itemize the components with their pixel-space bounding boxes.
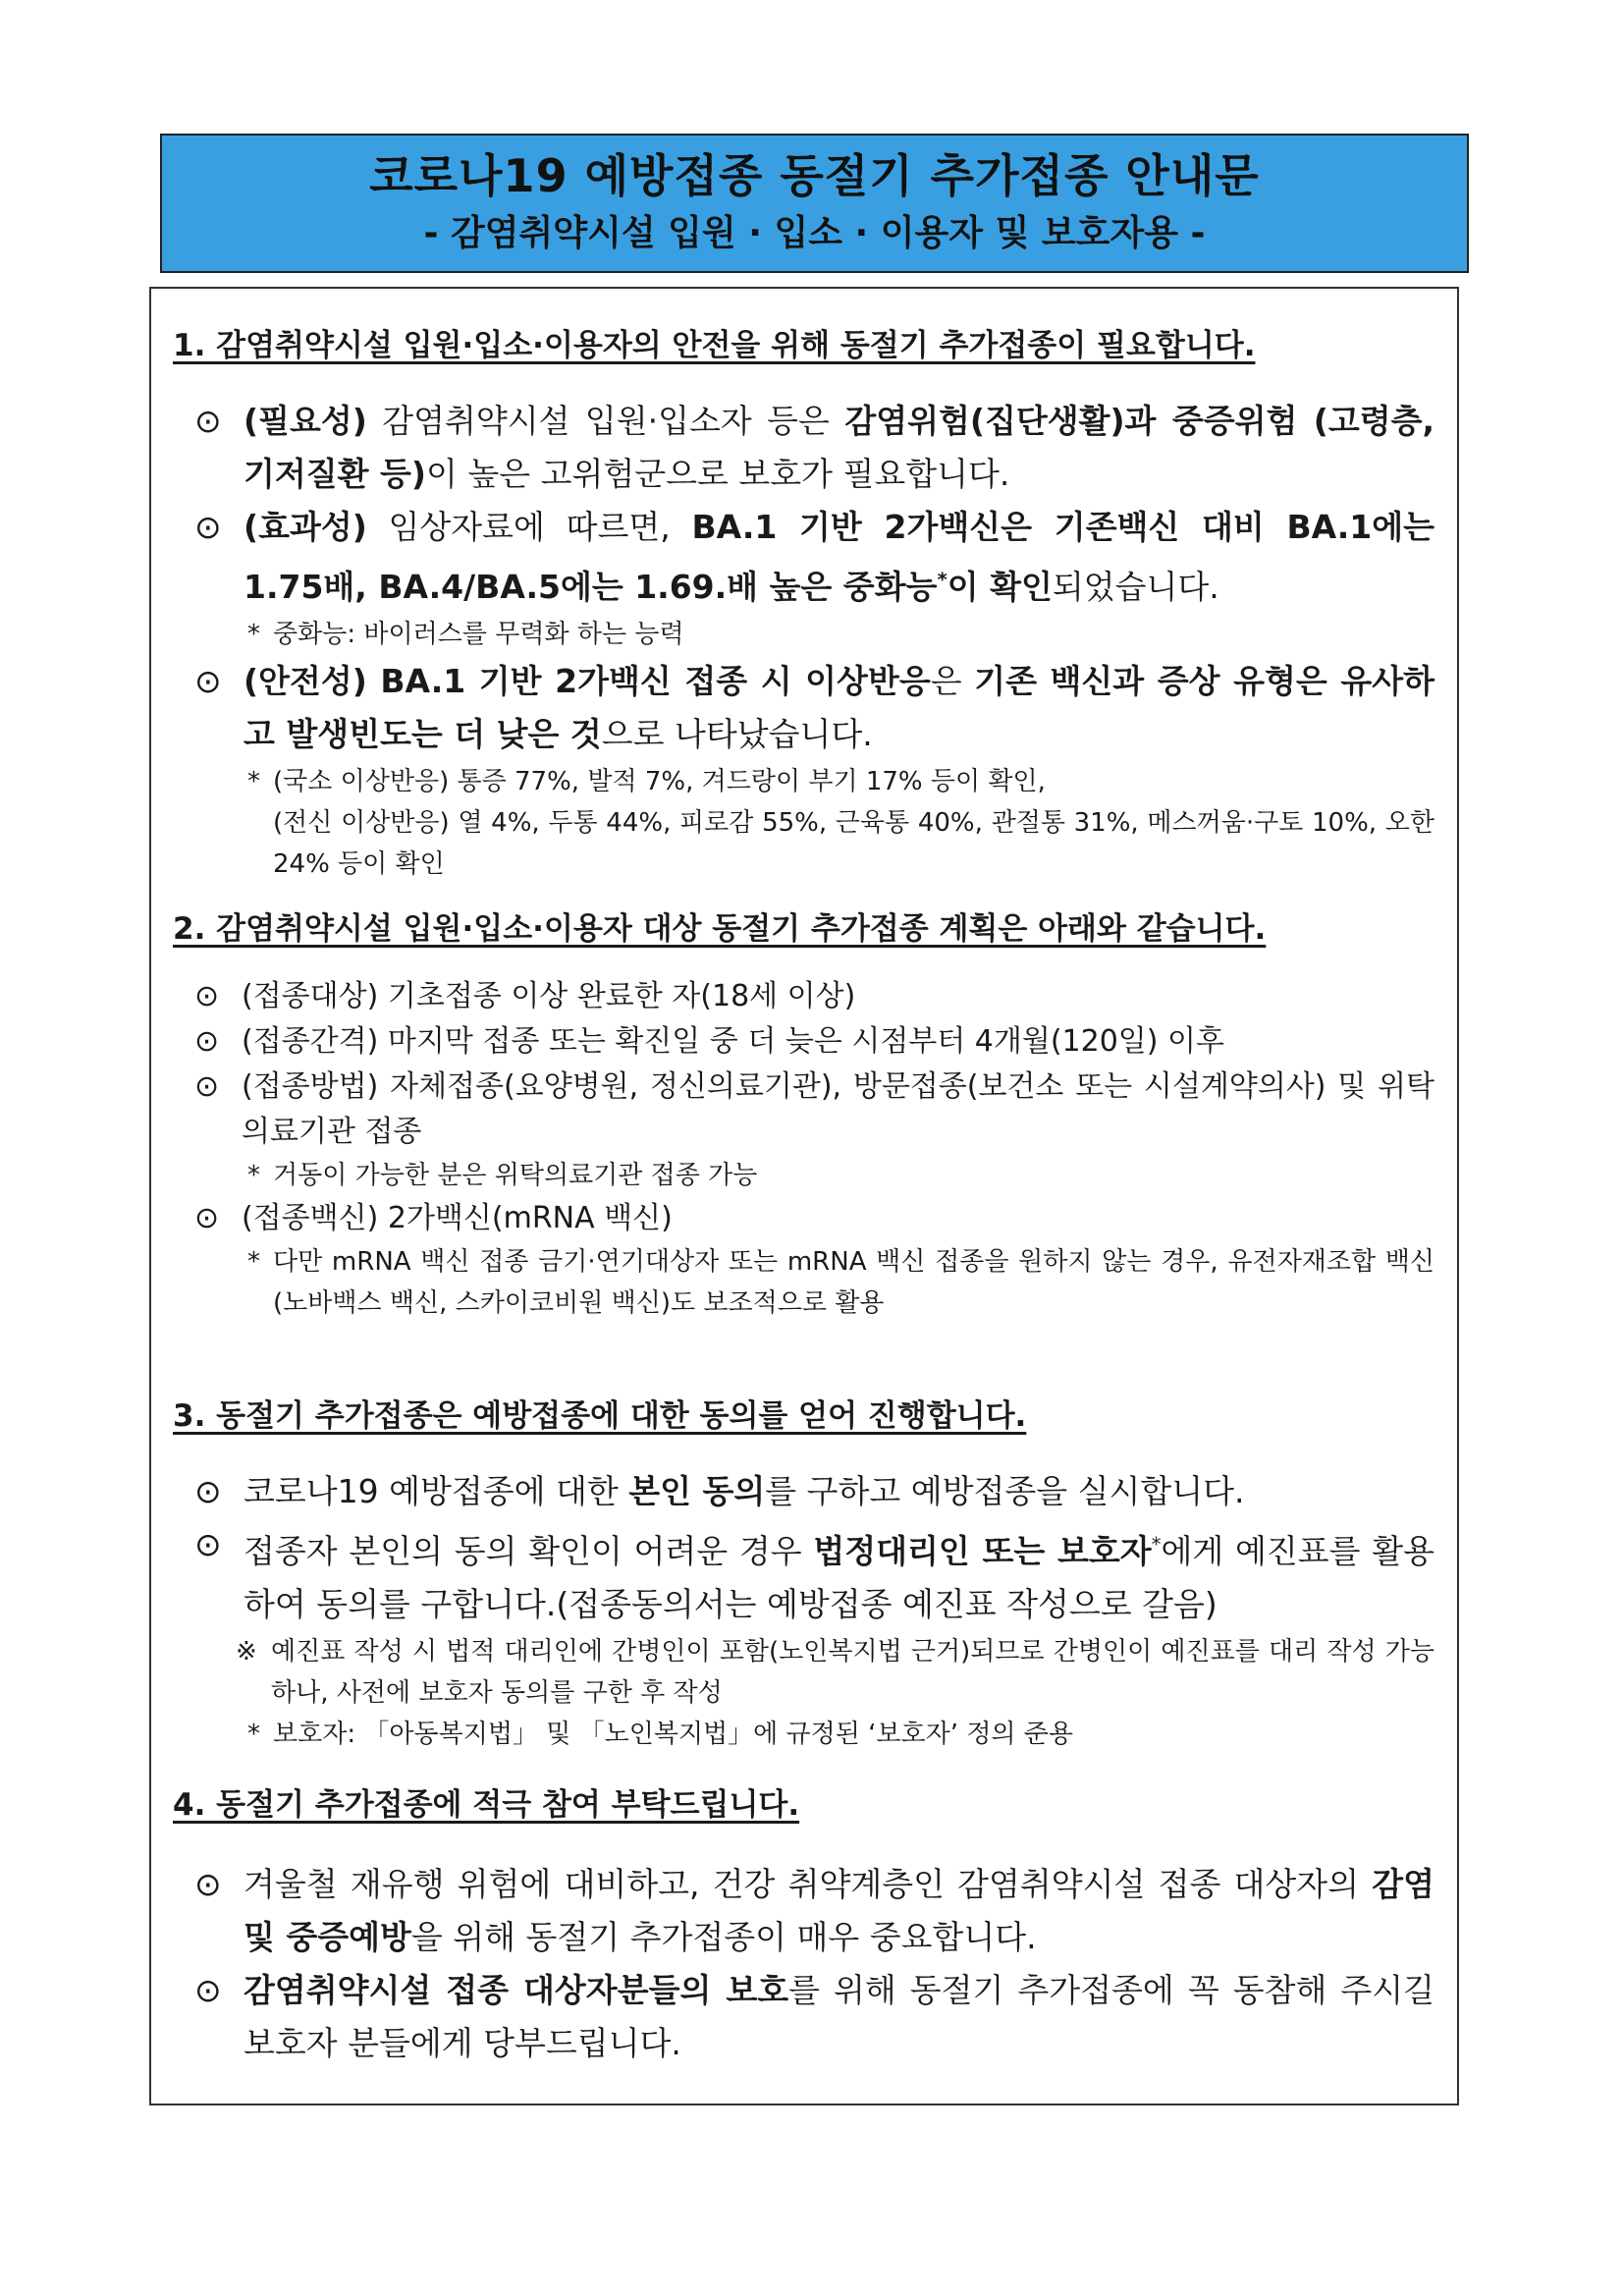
- bullet-mark-icon: ⊙: [194, 1865, 222, 1903]
- section-necessity: [173, 326, 1435, 885]
- footnote-text: (국소 이상반응) 통증 77%, 발적 7%, 겨드랑이 부기 17% 등이 확인,: [273, 767, 1046, 796]
- text-run: *: [1151, 1533, 1162, 1556]
- bold-text: (안전성) BA.1 기반 2가백신 접종 시 이상반응: [244, 662, 931, 700]
- bold-text: *: [937, 569, 947, 591]
- bullet-item: [173, 395, 1435, 501]
- bullet-item: [173, 1019, 1435, 1065]
- footnote: [173, 1155, 1435, 1196]
- footnote-mark: *: [247, 1720, 260, 1749]
- bullet-mark-icon: ⊙: [194, 508, 222, 546]
- footnote-mark: ※: [236, 1637, 257, 1667]
- text-run: 코로나19 예방접종에 대한: [244, 1472, 629, 1510]
- page-title: 코로나19 예방접종 동절기 추가접종 안내문: [369, 149, 1260, 202]
- footnote-text: 다만 mRNA 백신 접종 금기·연기대상자 또는 mRNA 백신 접종을 원하지 않는 경우, 유전자재조합 백신(노바백스 백신, 스카이코비원 백신)도 보조적으로 활용: [273, 1247, 1435, 1318]
- bullet-item: [173, 655, 1435, 761]
- bullet-mark-icon: ⊙: [194, 979, 220, 1013]
- section-consent: [173, 1396, 1435, 1755]
- bullet-item: [173, 501, 1435, 614]
- text-run: (접종방법) 자체접종(요양병원, 정신의료기관), 방문접종(보건소 또는 시설계약의사) 및 위탁의료기관 접종: [242, 1069, 1435, 1149]
- bold-text: 감염 및 중증예방: [244, 1865, 1435, 1956]
- bullet-item: [173, 1196, 1435, 1241]
- section-plan: [173, 909, 1435, 1324]
- footnote-text: 거동이 가능한 분은 위탁의료기관 접종 가능: [273, 1161, 758, 1190]
- bullet-item: [173, 1518, 1435, 1631]
- bullet-mark-icon: ⊙: [194, 1069, 220, 1104]
- text-run: 감염취약시설 입원·입소자 등은: [366, 402, 845, 440]
- bullet-mark-icon: ⊙: [194, 1024, 220, 1059]
- bullet-mark-icon: ⊙: [194, 1525, 222, 1563]
- page-subtitle: - 감염취약시설 입원 · 입소 · 이용자 및 보호자용 -: [423, 213, 1206, 253]
- text-run: (접종대상) 기초접종 이상 완료한 자(18세 이상): [242, 979, 856, 1013]
- footnote: [173, 1631, 1435, 1714]
- text-run: 겨울철 재유행 위험에 대비하고, 건강 취약계층인 감염취약시설 접종 대상자의: [244, 1865, 1373, 1903]
- text-run: 임상자료에 따르면,: [366, 508, 692, 546]
- footnote-text: 예진표 작성 시 법적 대리인에 간병인이 포함(노인복지법 근거)되므로 간병인이 예진표를 대리 작성 가능하나, 사전에 보호자 동의를 구한 후 작성: [271, 1637, 1435, 1708]
- footnote: [173, 614, 1435, 655]
- bullet-item: [173, 1065, 1435, 1155]
- bold-text: (필요성): [244, 402, 367, 440]
- content-panel: [149, 287, 1459, 2105]
- bullet-mark-icon: ⊙: [194, 1201, 220, 1235]
- footnote: [173, 761, 1435, 802]
- text-run: 으로 나타났습니다.: [601, 715, 873, 753]
- footnote-mark: *: [247, 767, 260, 796]
- section-heading: 3. 동절기 추가접종은 예방접종에 대한 동의를 얻어 진행합니다.: [173, 1398, 1027, 1434]
- text-run: 를 위해 동절기 추가접종에 꼭 동참해 주시길 보호자 분들에게 당부드립니다.: [244, 1971, 1435, 2062]
- bullet-mark-icon: ⊙: [194, 402, 222, 440]
- bullet-mark-icon: ⊙: [194, 662, 222, 700]
- footnote: [173, 802, 1435, 885]
- text-run: 은: [930, 662, 975, 700]
- section-heading: 2. 감염취약시설 입원·입소·이용자 대상 동절기 추가접종 계획은 아래와 같습니다.: [173, 911, 1267, 947]
- bold-text: 이 확인: [947, 568, 1053, 606]
- title-banner: [160, 134, 1469, 273]
- text-run: 을 위해 동절기 추가접종이 매우 중요합니다.: [410, 1918, 1037, 1956]
- text-run: 를 구하고 예방접종을 실시합니다.: [765, 1472, 1245, 1510]
- footnote-mark: *: [247, 620, 260, 649]
- text-run: 되었습니다.: [1052, 568, 1219, 606]
- section-heading: 4. 동절기 추가접종에 적극 참여 부탁드립니다.: [173, 1787, 800, 1823]
- text-run: (접종간격) 마지막 접종 또는 확진일 중 더 늦은 시점부터 4개월(120일) 이후: [242, 1024, 1224, 1059]
- bullet-item: [173, 1964, 1435, 2070]
- bullet-mark-icon: ⊙: [194, 1472, 222, 1510]
- bullet-item: [173, 1465, 1435, 1518]
- text-run: 에게 예진표를 활용하여 동의를 구합니다.(접종동의서는 예방접종 예진표 작성으로 갈음): [244, 1532, 1435, 1623]
- footnote: [173, 1241, 1435, 1324]
- text-run: (접종백신) 2가백신(mRNA 백신): [242, 1201, 673, 1235]
- bullet-item: [173, 974, 1435, 1019]
- bold-text: 기존 백신과 증상 유형은 유사하고 발생빈도는 더 낮은 것: [244, 662, 1435, 753]
- section-participation: [173, 1785, 1435, 2070]
- footnote-mark: *: [247, 1161, 260, 1190]
- text-run: 이 높은 고위험군으로 보호가 필요합니다.: [425, 455, 1010, 493]
- bullet-item: [173, 1858, 1435, 1964]
- bold-text: BA.1 기반 2가백신은 기존백신 대비 BA.1에는 1.75배, BA.4/BA.5에는 1.69.배 높은 중화능: [244, 508, 1435, 606]
- bold-text: (효과성): [244, 508, 367, 546]
- bold-text: 법정대리인 또는 보호자: [813, 1532, 1152, 1570]
- section-heading: 1. 감염취약시설 입원·입소·이용자의 안전을 위해 동절기 추가접종이 필요합니다.: [173, 328, 1256, 363]
- bullet-mark-icon: ⊙: [194, 1971, 222, 2009]
- bold-text: 감염위험(집단생활)과 중증위험 (고령층, 기저질환 등): [244, 402, 1435, 493]
- bold-text: 감염취약시설 접종 대상자분들의 보호: [244, 1971, 789, 2009]
- text-run: 접종자 본인의 동의 확인이 어려운 경우: [244, 1532, 814, 1570]
- footnote-text: 중화능: 바이러스를 무력화 하는 능력: [273, 620, 684, 649]
- footnote-mark: *: [247, 1247, 260, 1277]
- footnote-text: 보호자: 「아동복지법」 및 「노인복지법」에 규정된 ‘보호자’ 정의 준용: [273, 1720, 1074, 1749]
- footnote: [173, 1714, 1435, 1755]
- bold-text: 본인 동의: [628, 1472, 766, 1510]
- footnote-text: (전신 이상반응) 열 4%, 두통 44%, 피로감 55%, 근육통 40%, 관절통 31%, 메스꺼움·구토 10%, 오한 24% 등이 확인: [273, 808, 1435, 879]
